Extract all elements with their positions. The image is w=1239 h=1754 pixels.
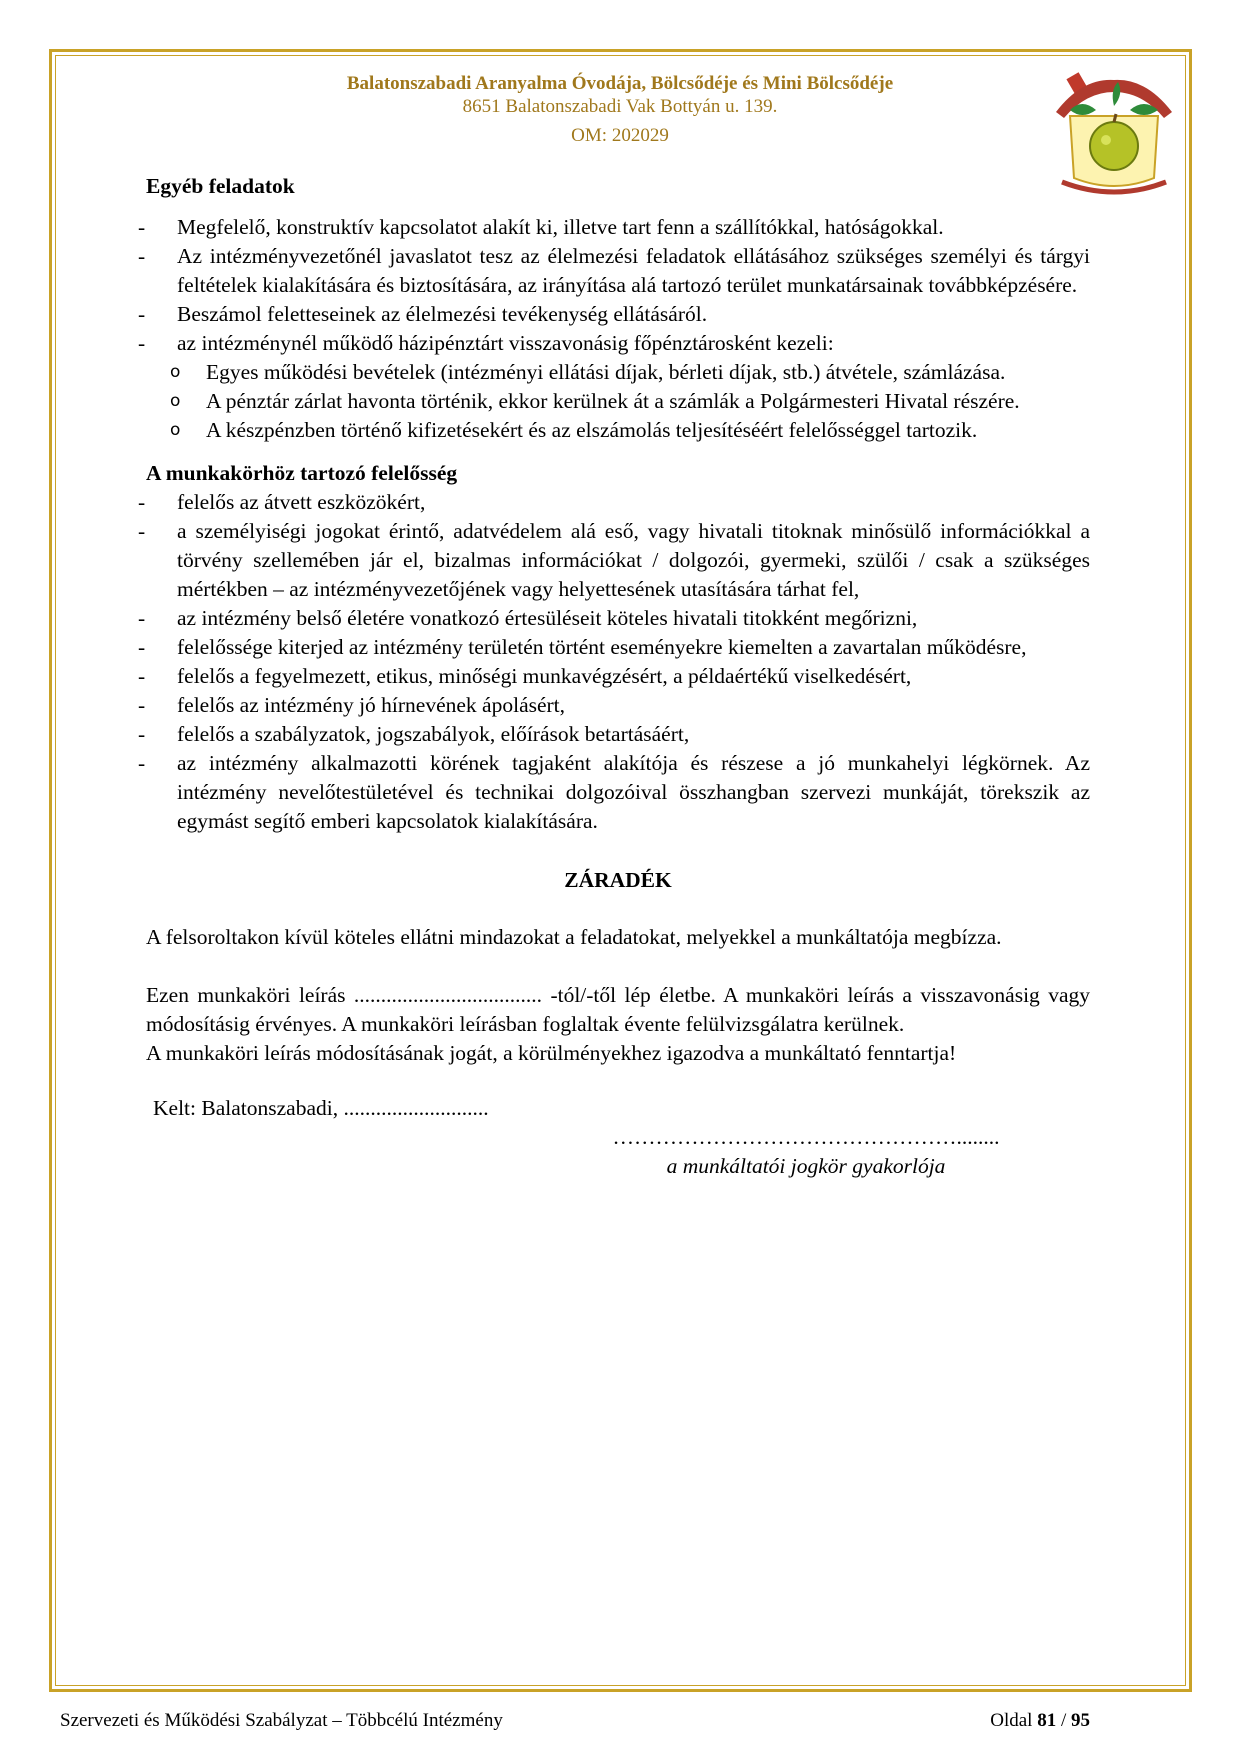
list-item: - az intézménynél működő házipénztárt visszavonásig főpénztárosként kezeli: o Egyes működési bevételek (intézményi ellátási díjak, bérleti díjak, stb.) átvétele, számlázása. o A pénztár zárlat havonta történik, ekkor kerülnek át a számlák a Polgármesteri Hivatal részére. o A készpénzben történő kifizetésekért és az elszámolás teljesítéséért felelősséggel tartozik. (146, 329, 1090, 445)
sublist-item: o Egyes működési bevételek (intézményi ellátási díjak, bérleti díjak, stb.) átvétele, számlázása. (170, 360, 1006, 384)
list-item: - az intézmény alkalmazotti körének tagjaként alakítója és részese a jó munkahelyi légkörnek. Az intézmény nevelőtestületével és technikai dolgozóival összhangban szervezi munkáját, törekszik az egymást segítő emberi kapcsolatok kialakítására. (138, 751, 1090, 833)
kelt-line: Kelt: Balatonszabadi, ........................... (153, 1096, 489, 1120)
sublist-item: o A készpénzben történő kifizetésekért és az elszámolás teljesítéséért felelősséggel tartozik. (170, 418, 978, 442)
list-item: - Megfelelő, konstruktív kapcsolatot alakít ki, illetve tart fenn a szállítókkal, hatóságokkal. (138, 215, 944, 239)
list-item: - felelős a fegyelmezett, etikus, minőségi munkavégzésért, a példaértékű viselkedésért, (138, 664, 912, 688)
egyeb-feladatok-list (138, 213, 1090, 445)
zaradek-paragraph-2: Ezen munkaköri leírás ................................... -tól/-től lép életbe. A munkaköri leírás a visszavonásig vagy módosításig érvényes. A munkaköri leírásban foglaltak évente felülvizsgálatra kerülnek. (146, 983, 1090, 1036)
list-item: - az intézmény belső életére vonatkozó értesüléseit köteles hivatali titokként megőrizni, (138, 606, 918, 630)
list-item: - Az intézményvezetőnél javaslatot tesz az élelmezési feladatok ellátásához szükséges személyi és tárgyi feltételek kialakítására és biztosítására, az irányítása alá tartozó terület munkatársainak továbbképzésére. (138, 244, 1090, 297)
signature-caption: a munkáltatói jogkör gyakorlója (666, 1154, 946, 1178)
list-item: - a személyiségi jogokat érintő, adatvédelem alá eső, vagy hivatali titoknak minősülő információkkal a törvény szellemében jár el, bizalmas információkat / dolgozói, gyermeki, szülői / csak a szükséges mértékben – az intézményvezetőjének vagy helyettesének utasítására tárhat fel, (138, 519, 1090, 601)
page-number: Oldal 81 / 95 (990, 1710, 1090, 1731)
list-item: - felelős az átvett eszközökért, (138, 490, 426, 514)
zaradek-paragraph-3: A munkaköri leírás módosításának jogát, a körülményekhez igazodva a munkáltató fenntartja! (146, 1041, 957, 1065)
institution-address: 8651 Balatonszabadi Vak Bottyán u. 139. (462, 96, 778, 117)
list-item: - felelős a szabályzatok, jogszabályok, előírások betartásáért, (138, 722, 690, 746)
section-heading-felelosseg: A munkakörhöz tartozó felelősség (146, 461, 458, 485)
signature-block (576, 1123, 1036, 1181)
sublist-item: o A pénztár zárlat havonta történik, ekkor kerülnek át a számlák a Polgármesteri Hivatal részére. (170, 389, 1020, 413)
zaradek-title: ZÁRADÉK (564, 868, 672, 892)
list-item: - Beszámol feletteseinek az élelmezési tevékenység ellátásáról. (138, 302, 708, 326)
letterhead (200, 72, 1040, 148)
institution-name: Balatonszabadi Aranyalma Óvodája, Bölcsődéje és Mini Bölcsődéje (346, 73, 894, 94)
felelosseg-list (138, 488, 1090, 836)
signature-line: …………………………………………........ (612, 1125, 1000, 1149)
page-footer (60, 1709, 1090, 1733)
hazipenztar-sublist (146, 358, 1090, 445)
zaradek-paragraph-1: A felsoroltakon kívül köteles ellátni mindazokat a feladatokat, melyekkel a munkáltatója megbízza. (146, 925, 1002, 949)
document-body (138, 172, 1090, 1181)
list-item: - felelős az intézmény jó hírnevének ápolásért, (138, 693, 566, 717)
om-identifier: OM: 202029 (571, 125, 669, 146)
list-item: - felelőssége kiterjed az intézmény területén történt eseményekre kiemelten a zavartalan működésre, (138, 635, 1027, 659)
footer-document-title: Szervezeti és Működési Szabályzat – Többcélú Intézmény (60, 1710, 503, 1731)
section-heading-egyeb-feladatok: Egyéb feladatok (146, 174, 295, 198)
